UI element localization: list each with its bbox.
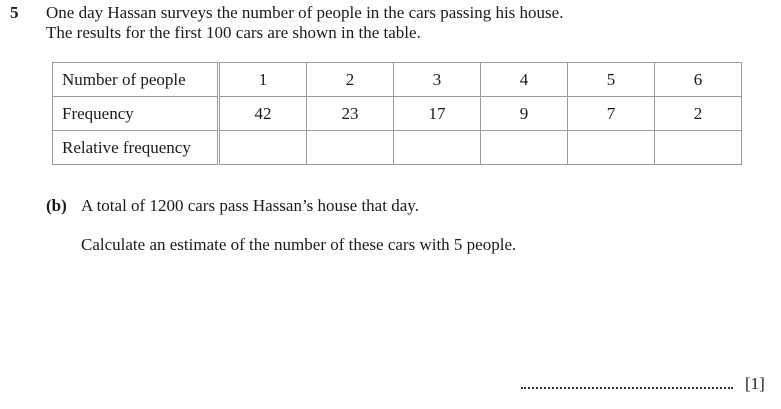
cell-people-1: 1	[219, 63, 307, 97]
answer-area	[521, 374, 765, 394]
frequency-table	[52, 62, 742, 165]
row-header-relative-frequency: Relative frequency	[53, 131, 219, 165]
cell-relative-frequency-5[interactable]	[568, 131, 655, 165]
question-number: 5	[10, 3, 19, 22]
row-header-frequency: Frequency	[53, 97, 219, 131]
part-b-label: (b)	[46, 196, 67, 215]
table-row-frequency	[53, 97, 742, 131]
cell-relative-frequency-4[interactable]	[481, 131, 568, 165]
cell-people-6: 6	[655, 63, 742, 97]
cell-frequency-6: 2	[655, 97, 742, 131]
table-row-relative-frequency	[53, 131, 742, 165]
question-intro	[46, 3, 563, 43]
cell-relative-frequency-3[interactable]	[394, 131, 481, 165]
intro-line-2: The results for the first 100 cars are shown in the table.	[46, 23, 421, 42]
cell-frequency-1: 42	[219, 97, 307, 131]
cell-relative-frequency-2[interactable]	[307, 131, 394, 165]
cell-frequency-5: 7	[568, 97, 655, 131]
intro-line-1: One day Hassan surveys the number of people in the cars passing his house.	[46, 3, 564, 22]
cell-people-5: 5	[568, 63, 655, 97]
cell-frequency-4: 9	[481, 97, 568, 131]
cell-people-3: 3	[394, 63, 481, 97]
cell-relative-frequency-6[interactable]	[655, 131, 742, 165]
marks-label: [1]	[745, 374, 765, 393]
part-b-text: A total of 1200 cars pass Hassan’s house that day.	[81, 196, 419, 215]
part-b-instruction: Calculate an estimate of the number of these cars with 5 people.	[81, 235, 517, 254]
cell-frequency-2: 23	[307, 97, 394, 131]
cell-people-4: 4	[481, 63, 568, 97]
cell-people-2: 2	[307, 63, 394, 97]
part-b	[46, 196, 419, 216]
answer-line[interactable]	[521, 375, 733, 389]
table-row-number-of-people	[53, 63, 742, 97]
cell-frequency-3: 17	[394, 97, 481, 131]
row-header-number-of-people: Number of people	[53, 63, 219, 97]
cell-relative-frequency-1[interactable]	[219, 131, 307, 165]
